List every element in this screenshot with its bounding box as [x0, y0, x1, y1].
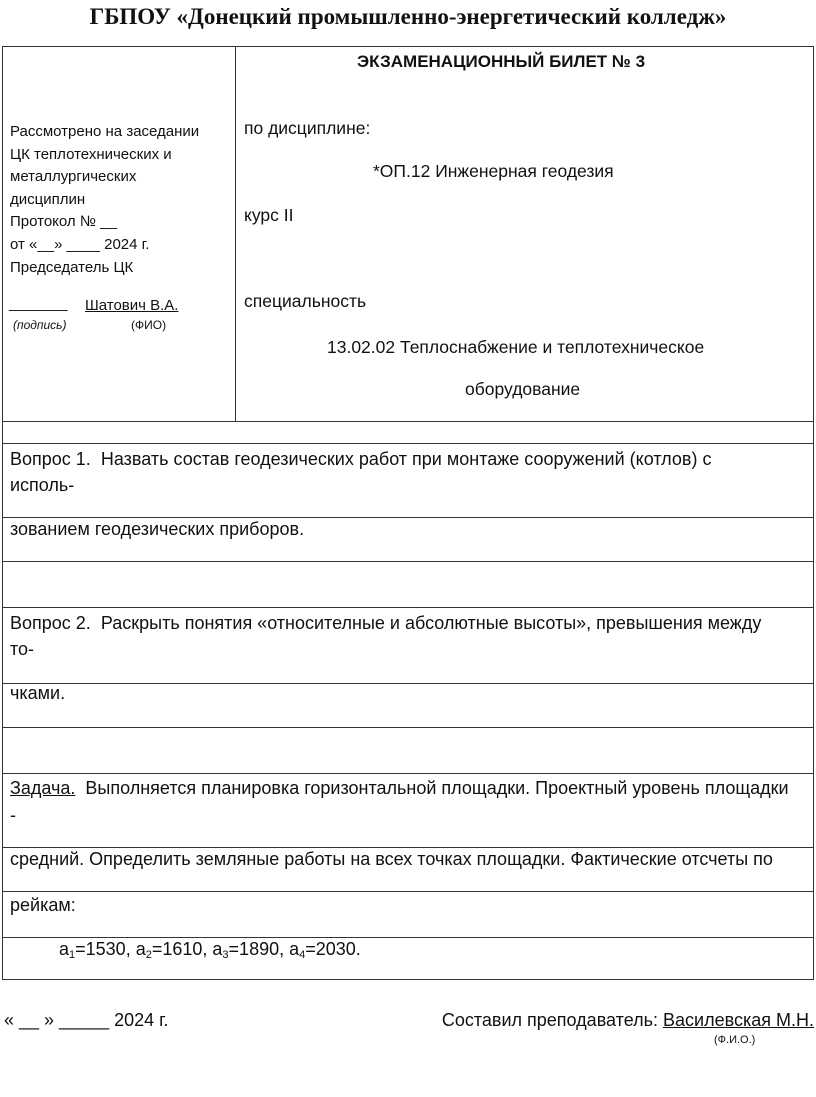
- row-divider: [3, 561, 813, 562]
- footer-date: « __ » _____ 2024 г.: [4, 1010, 169, 1030]
- question-2-text: Раскрыть понятия «относителные и абсолютные высоты», превышения между: [100, 613, 762, 633]
- signature-blank: _______: [9, 295, 68, 312]
- signature-caption: (подпись): [13, 318, 67, 332]
- row-divider: [3, 517, 813, 518]
- specialty-line-2: оборудование: [465, 379, 581, 399]
- compiled-by: [442, 1010, 814, 1031]
- specialty-line-1: 13.02.02 Теплоснабжение и теплотехническое: [327, 337, 705, 357]
- teacher-fio-caption: (Ф.И.О.): [714, 1034, 756, 1046]
- approval-line: ЦК теплотехнических и: [10, 145, 172, 163]
- column-divider: [235, 47, 236, 421]
- question-2-label: Вопрос 2.: [10, 613, 91, 633]
- approval-line: от «__» ____ 2024 г.: [10, 235, 150, 253]
- row-divider: [3, 421, 813, 422]
- exam-ticket-table: [2, 46, 814, 980]
- approval-block: [10, 121, 199, 279]
- question-1-text: Назвать состав геодезических работ при монтаже сооружений (котлов) с: [100, 449, 712, 469]
- course: курс II: [244, 205, 294, 225]
- question-2: [10, 613, 761, 634]
- question-2-text-end: чками.: [10, 683, 66, 703]
- compiled-label: Составил преподаватель:: [441, 1010, 664, 1030]
- task-text-2: средний. Определить земляные работы на всех точках площадки. Фактические отсчеты по: [10, 849, 773, 869]
- row-divider: [3, 683, 813, 684]
- approval-line: дисциплин: [10, 190, 86, 208]
- question-1-text-end: зованием геодезических приборов.: [10, 519, 305, 539]
- row-divider: [3, 847, 813, 848]
- specialty-label: специальность: [244, 291, 367, 311]
- question-1-text-cont: исполь-: [10, 475, 75, 495]
- approval-line: металлургических: [10, 168, 137, 186]
- task-text-3: рейкам:: [10, 895, 76, 915]
- teacher-name: Василевская М.Н.: [663, 1010, 814, 1030]
- page-title: ГБПОУ «Донецкий промышленно-энергетический колледж»: [89, 4, 727, 29]
- row-divider: [3, 937, 813, 938]
- row-divider: [3, 443, 813, 444]
- row-divider: [3, 891, 813, 892]
- row-divider: [3, 727, 813, 728]
- task: [10, 778, 789, 799]
- question-2-text-cont: то-: [10, 639, 35, 659]
- rod-readings: $a_1=1530$, $a_2=1610$, $a_3=1890$, $a_4=2030$.: [59, 939, 361, 961]
- question-1: [10, 449, 711, 470]
- chairman-name: Шатович В.А.: [85, 297, 179, 314]
- approval-line: Председатель ЦК: [10, 258, 134, 276]
- discipline-label: по дисциплине:: [244, 118, 371, 138]
- task-text: Выполняется планировка горизонтальной площадки. Проектный уровень площадки: [85, 778, 789, 798]
- approval-line: Протокол № __: [10, 213, 117, 231]
- fio-caption: (ФИО): [131, 318, 167, 332]
- row-divider: [3, 607, 813, 608]
- approval-line: Рассмотрено на заседании: [10, 123, 200, 140]
- ticket-heading: ЭКЗАМЕНАЦИОННЫЙ БИЛЕТ № 3: [357, 52, 646, 71]
- discipline-name: *ОП.12 Инженерная геодезия: [373, 161, 614, 181]
- question-1-label: Вопрос 1.: [10, 449, 91, 469]
- task-label: Задача.: [10, 778, 76, 798]
- task-text-cont: -: [10, 805, 16, 825]
- row-divider: [3, 773, 813, 774]
